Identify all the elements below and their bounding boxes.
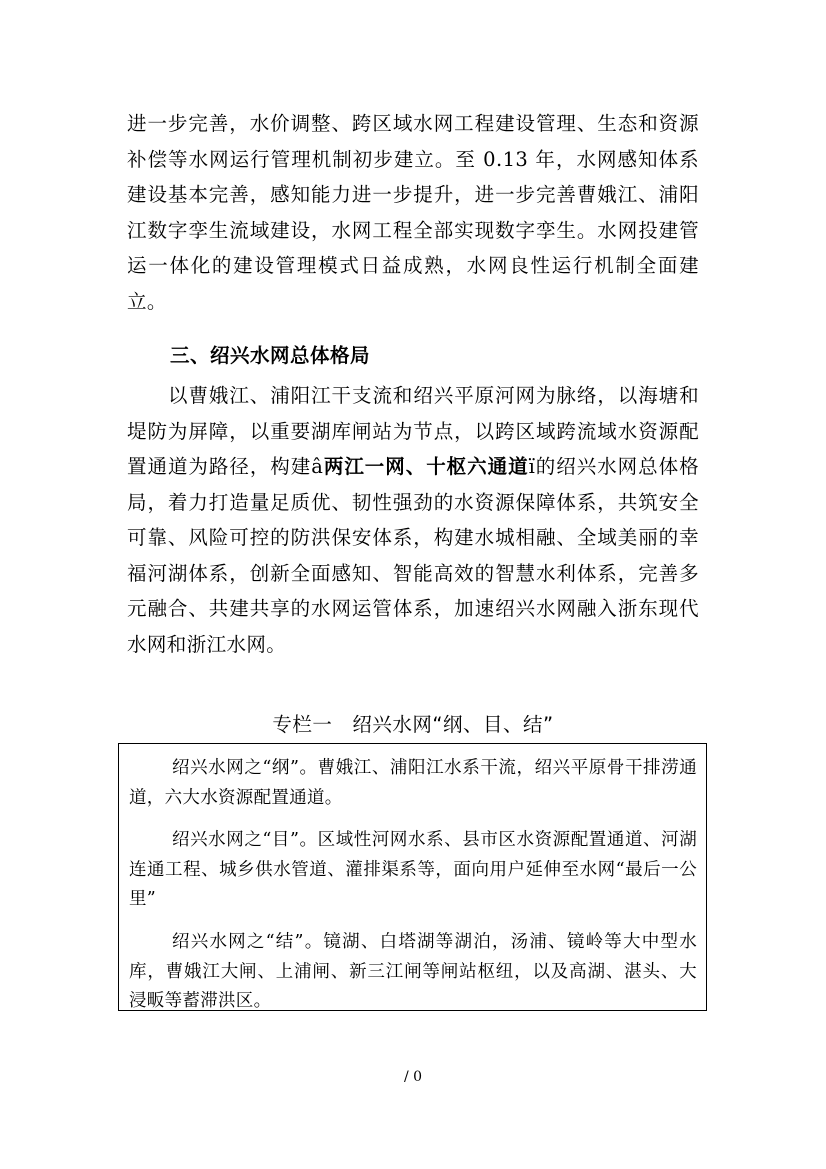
paragraph-2-text: 以曹娥江、浦阳江干支流和绍兴平原河网为脉络，以海塘和堤防为屏障，以重要湖库闸站为节点，以跨区域跨流域水资源配置通道为路径，构建â <box>127 384 699 478</box>
info-box <box>118 743 707 1011</box>
page-number: / 0 <box>403 1069 423 1085</box>
box-title: 专栏一 绍兴水网“纲、目、结” <box>272 713 554 736</box>
paragraph-2 <box>127 378 699 662</box>
paragraph-1: 进一步完善，水价调整、跨区域水网工程建设管理、生态和资源补偿等水网运行管理机制初步建立。至 0.13 年，水网感知体系建设基本完善，感知能力进一步提升，进一步完善曹娥江、浦阳江数字孪生流域建设，水网工程全部实现数字孪生。水网投建管运一体化的建设管理模式日益成熟，水网良性运行机制全面建立。 <box>127 112 699 313</box>
box-item: 绍兴水网之“纲”。曹娥江、浦阳江水系干流，绍兴平原骨干排涝通道，六大水资源配置通道。 <box>129 758 697 808</box>
box-item: 绍兴水网之“结”。镜湖、白塔湖等湖泊，汤浦、镜岭等大中型水库，曹娥江大闸、上浦闸、新三江闸等闸站枢纽，以及高湖、湛头、大浸畈等蓄滞洪区。 <box>129 932 697 1011</box>
box-item: 绍兴水网之“目”。区域性河网水系、县市区水资源配置通道、河湖连通工程、城乡供水管道、灌排渠系等，面向用户延伸至水网“最后一公里” <box>129 830 697 909</box>
paragraph-2-text-continued: ï的绍兴水网总体格局，着力打造量足质优、韧性强劲的水资源保障体系，共筑安全可靠、风险可控的防洪保安体系，构建水城相融、全域美丽的幸福河湖体系，创新全面感知、智能高效的智慧水利体系，完善多元融合、共建共享的水网运管体系，加速绍兴水网融入浙东现代水网和浙江水网。 <box>127 455 699 656</box>
section-heading: 三、绍兴水网总体格局 <box>170 344 371 367</box>
paragraph-2-bold-text: 两江一网、十枢六通道 <box>323 455 529 478</box>
